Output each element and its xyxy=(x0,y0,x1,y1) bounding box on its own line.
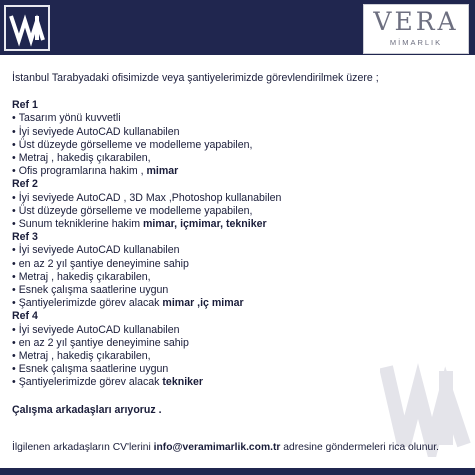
requirement-text: Üst düzeyde görselleme ve modelleme yapabilen, xyxy=(18,138,253,151)
bullet-icon: • xyxy=(12,350,16,363)
bullet-icon: • xyxy=(12,204,16,217)
ref-title: Ref 3 xyxy=(12,231,38,244)
announcement-body xyxy=(12,72,470,417)
requirement-item xyxy=(12,376,470,389)
vm-logo xyxy=(4,5,50,51)
requirement-item xyxy=(12,205,470,218)
requirement-role: tekniker xyxy=(162,376,204,389)
ref-title: Ref 2 xyxy=(12,178,38,191)
requirement-role: mimar ,iç mimar xyxy=(162,297,244,310)
vera-logo xyxy=(363,4,469,54)
requirement-text: Şantiyelerimizde görev alacak xyxy=(18,297,163,310)
bullet-icon: • xyxy=(12,218,16,231)
bullet-icon: • xyxy=(12,284,16,297)
requirement-item xyxy=(12,284,470,297)
requirement-text: Metraj , hakediş çıkarabilen, xyxy=(18,152,151,165)
vm-monogram-icon xyxy=(6,7,48,49)
bullet-icon: • xyxy=(12,297,16,310)
bullet-icon: • xyxy=(12,323,16,336)
requirement-text: en az 2 yıl şantiye deneyimine sahip xyxy=(18,336,189,349)
requirement-item xyxy=(12,165,470,178)
brand-name: VERA xyxy=(373,7,459,36)
requirement-item xyxy=(12,324,470,337)
requirement-text: İyi seviyede AutoCAD kullanabilen xyxy=(18,125,180,138)
requirement-item xyxy=(12,297,470,310)
bullet-icon: • xyxy=(12,244,16,257)
requirement-item xyxy=(12,218,470,231)
requirement-item xyxy=(12,271,470,284)
requirement-text: İyi seviyede AutoCAD kullanabilen xyxy=(18,323,180,336)
requirement-role: mimar xyxy=(146,165,179,178)
requirement-text: Üst düzeyde görselleme ve modelleme yapabilen, xyxy=(18,204,253,217)
contact-email-link[interactable]: info@veramimarlik.com.tr xyxy=(153,442,281,453)
requirement-item xyxy=(12,139,470,152)
requirement-item xyxy=(12,152,470,165)
contact-note xyxy=(12,442,474,453)
requirement-text: Ofis programlarına hakim , xyxy=(18,165,147,178)
requirement-text: İyi seviyede AutoCAD kullanabilen xyxy=(18,244,180,257)
bullet-icon: • xyxy=(12,112,16,125)
requirement-text: Metraj , hakediş çıkarabilen, xyxy=(18,270,151,283)
requirement-text: İyi seviyede AutoCAD , 3D Max ,Photoshop kullanabilen xyxy=(18,191,282,204)
bullet-icon: • xyxy=(12,376,16,389)
brand-subtitle: MİMARLIK xyxy=(389,38,443,47)
requirement-text: Tasarım yönü kuvvetli xyxy=(18,112,121,125)
footer-bar xyxy=(0,468,475,475)
ref-requirements xyxy=(12,112,470,178)
ref-title: Ref 1 xyxy=(12,99,38,112)
reference-list xyxy=(12,99,470,389)
requirement-role: mimar, içmimar, tekniker xyxy=(142,218,267,231)
bullet-icon: • xyxy=(12,363,16,376)
ref-title: Ref 4 xyxy=(12,310,38,323)
requirement-item xyxy=(12,337,470,350)
requirement-item xyxy=(12,350,470,363)
requirement-item xyxy=(12,126,470,139)
requirement-text: Sunum tekniklerine hakim xyxy=(18,218,143,231)
requirement-item xyxy=(12,363,470,376)
requirement-item xyxy=(12,192,470,205)
bullet-icon: • xyxy=(12,165,16,178)
requirement-text: en az 2 yıl şantiye deneyimine sahip xyxy=(18,257,189,270)
bullet-icon: • xyxy=(12,270,16,283)
requirement-text: Esnek çalışma saatlerine uygun xyxy=(18,284,169,297)
requirement-item xyxy=(12,258,470,271)
intro-text: İstanbul Tarabyadaki ofisimizde veya şantiyelerimizde görevlendirilmek üzere ; xyxy=(12,72,379,84)
ref-requirements xyxy=(12,324,470,390)
bullet-icon: • xyxy=(12,125,16,138)
requirement-text: Şantiyelerimizde görev alacak xyxy=(18,376,163,389)
header-bar xyxy=(0,0,475,55)
contact-text-after: adresine göndermeleri rica olunur. xyxy=(280,442,439,453)
bullet-icon: • xyxy=(12,191,16,204)
bullet-icon: • xyxy=(12,152,16,165)
requirement-item xyxy=(12,244,470,257)
ref-requirements xyxy=(12,244,470,310)
closing-text: Çalışma arkadaşları arıyoruz . xyxy=(12,403,162,416)
contact-text-before: İlgilenen arkadaşların CV'lerini xyxy=(12,442,154,453)
ref-requirements xyxy=(12,192,470,232)
requirement-text: Metraj , hakediş çıkarabilen, xyxy=(18,350,151,363)
bullet-icon: • xyxy=(12,138,16,151)
requirement-item xyxy=(12,112,470,125)
requirement-text: Esnek çalışma saatlerine uygun xyxy=(18,363,169,376)
bullet-icon: • xyxy=(12,257,16,270)
bullet-icon: • xyxy=(12,336,16,349)
